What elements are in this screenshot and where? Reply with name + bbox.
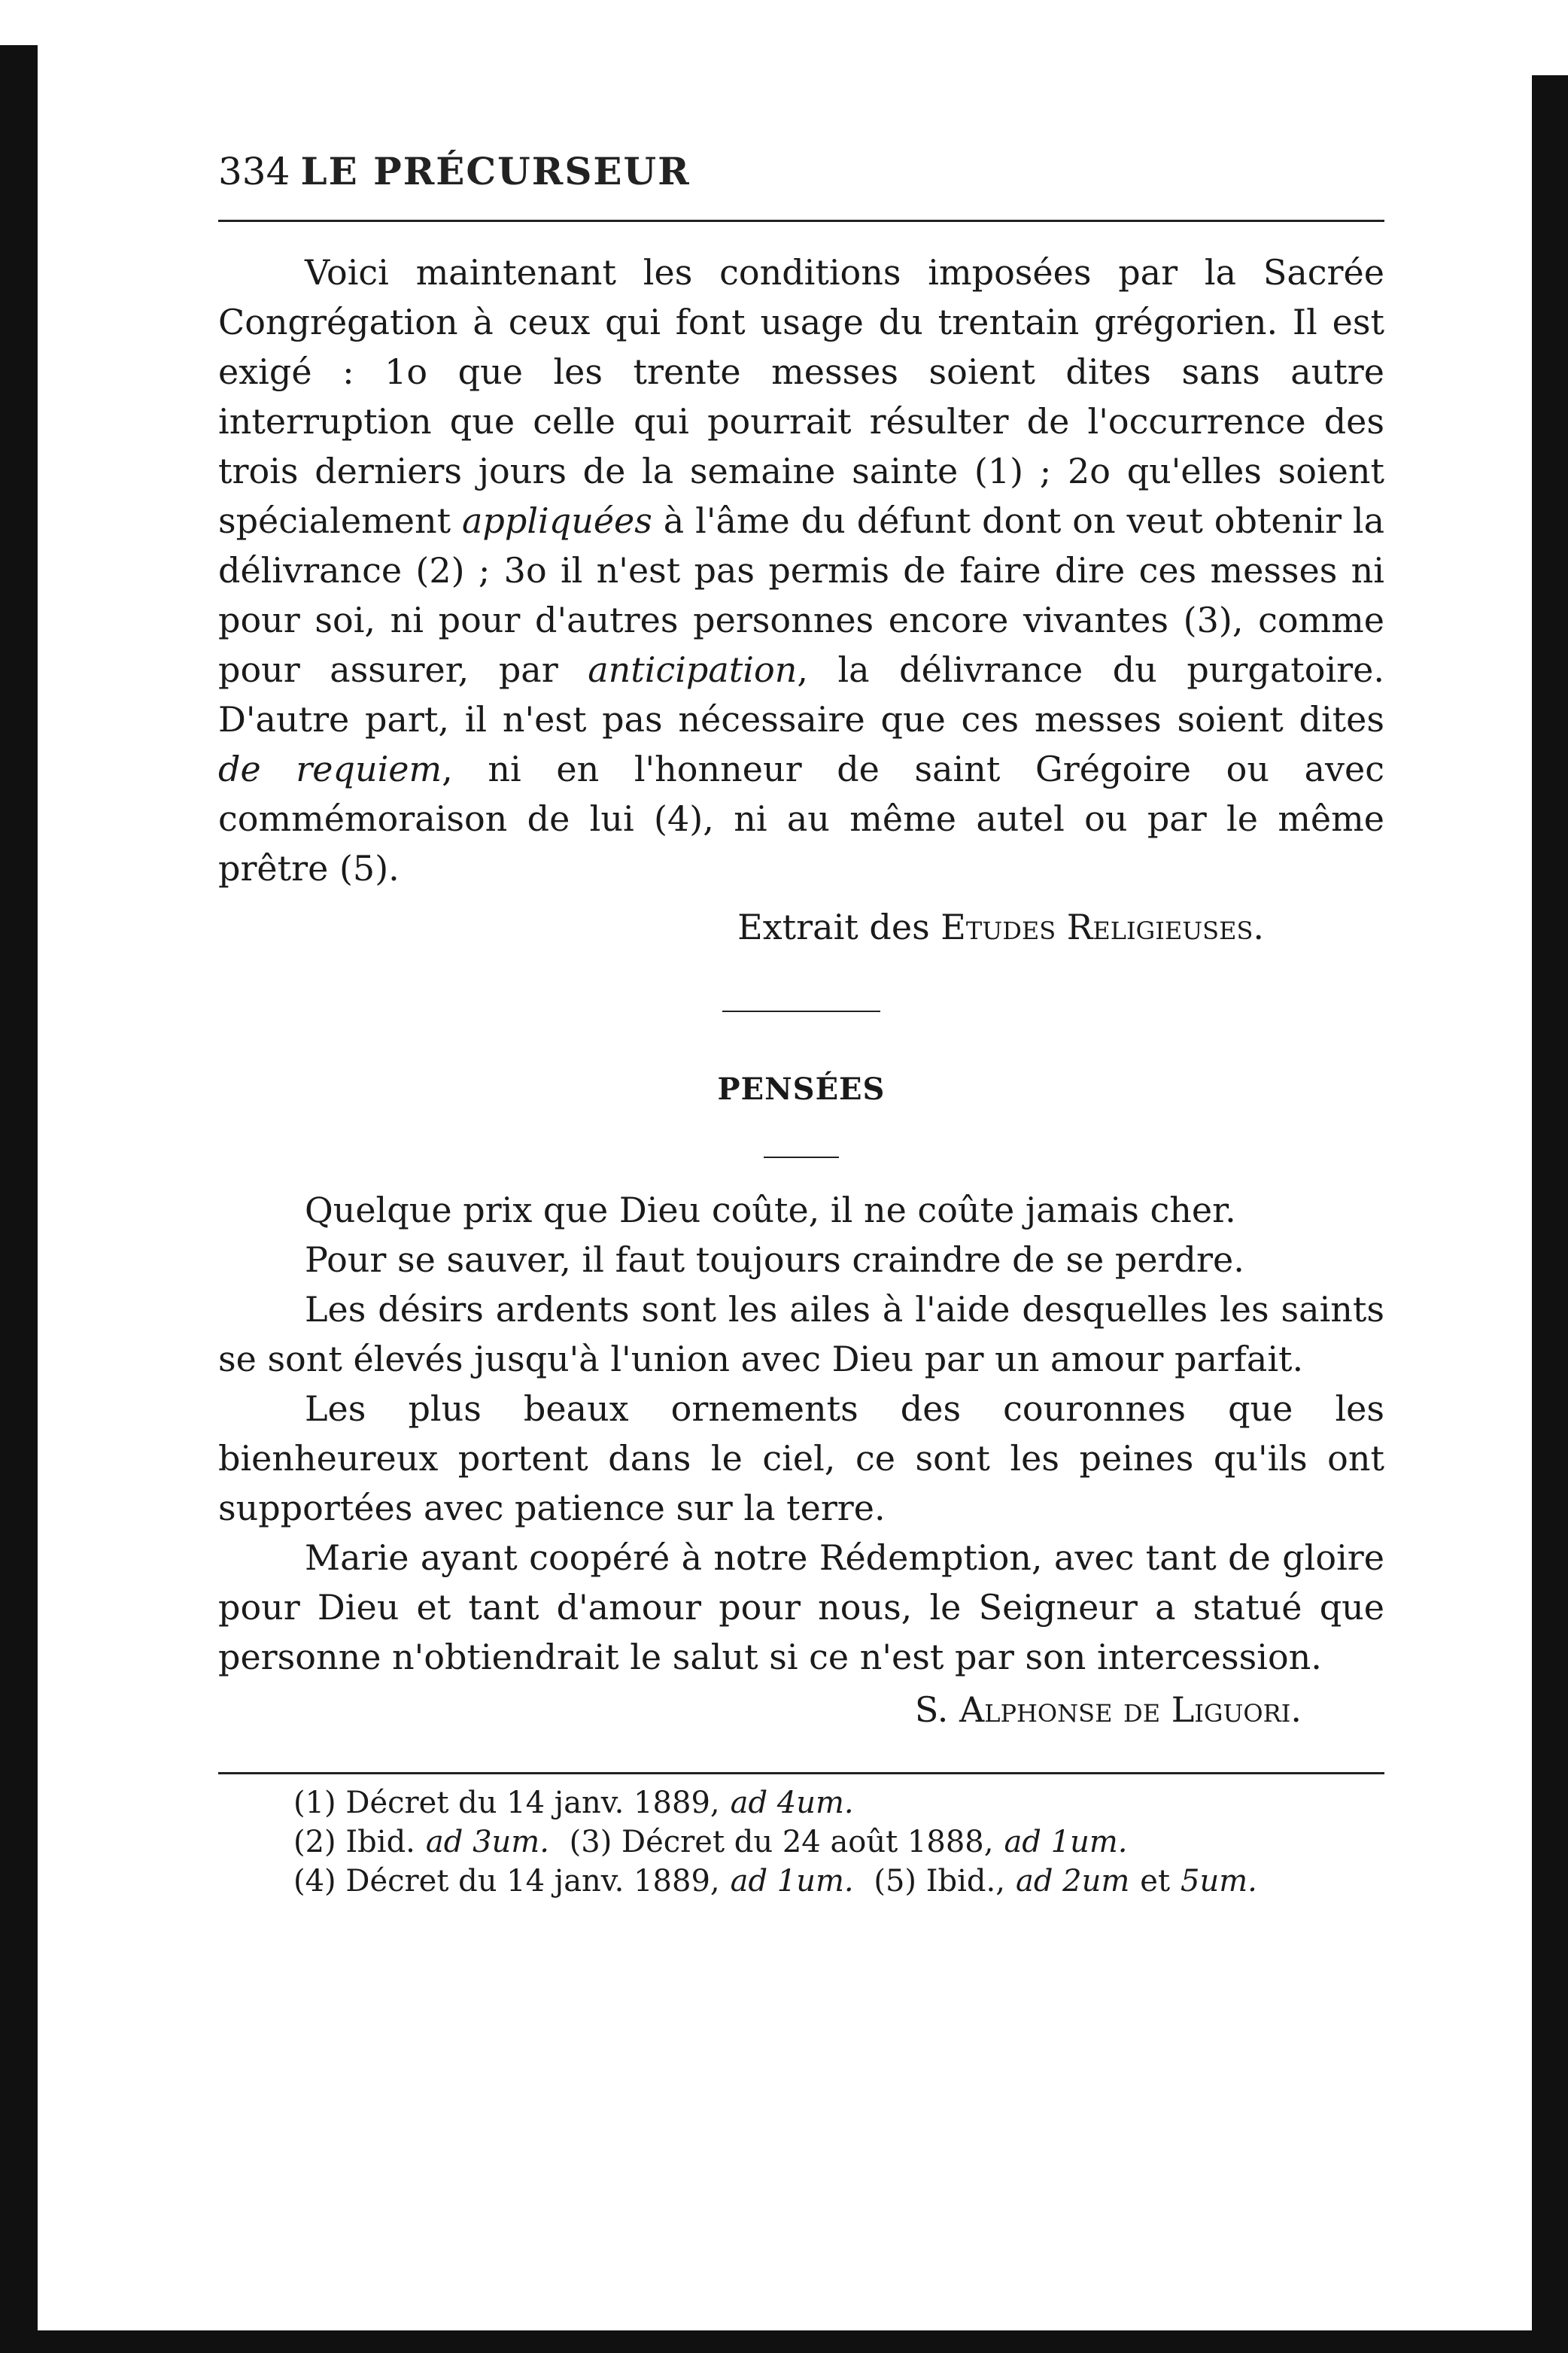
article-source: Extrait des Etudes Religieuses. bbox=[737, 907, 1264, 947]
page-header bbox=[218, 143, 1384, 200]
pensee-item: Les désirs ardents sont les ailes à l'aide desquelles les saints se sont élevés jusqu'à l'union avec Dieu par un amour parfait. bbox=[218, 1289, 1384, 1379]
section-divider bbox=[722, 1011, 880, 1012]
footnote-line: (2) Ibid. ad 3um. (3) Décret du 24 août 1888, ad 1um. bbox=[293, 1825, 1128, 1859]
title-rule bbox=[764, 1157, 839, 1158]
pensee-item: Quelque prix que Dieu coûte, il ne coûte jamais cher. bbox=[305, 1190, 1236, 1230]
author-signature: S. Alphonse de Liguori. bbox=[914, 1689, 1302, 1730]
footnotes bbox=[218, 1783, 1384, 1901]
footnote-line: (4) Décret du 14 janv. 1889, ad 1um. (5) Ibid., ad 2um et 5um. bbox=[293, 1864, 1257, 1899]
article-paragraph: Voici maintenant les conditions imposées par la Sacrée Congrégation à ceux qui font usage du trentain grégorien. Il est exigé : 1o que les trente messes soient dites sans autre interruption que celle qui pourrait résulter de l'occurrence des trois derniers jours de la semaine sainte (1) ; 2o qu'elles soient spécialement appliquées à l'âme du défunt dont on veut obtenir la délivrance (2) ; 3o il n'est pas permis de faire dire ces messes ni pour soi, ni pour d'autres personnes encore vivantes (3), comme pour assurer, par anticipation, la délivrance du purgatoire. D'autre part, il n'est pas nécessaire que ces messes soient dites de requiem, ni en l'honneur de saint Grégoire ou avec commémoraison de lui (4), ni au même autel ou par le même prêtre (5). bbox=[218, 252, 1385, 889]
scan-edge-left bbox=[0, 45, 38, 2353]
running-head: LE PRÉCURSEUR bbox=[300, 149, 691, 193]
pensee-item: Pour se sauver, il faut toujours craindre de se perdre. bbox=[305, 1239, 1244, 1280]
scan-edge-bottom bbox=[30, 2330, 1568, 2353]
footnote-line: (1) Décret du 14 janv. 1889, ad 4um. bbox=[293, 1786, 854, 1820]
page-number: 334 bbox=[218, 150, 290, 193]
header-rule bbox=[218, 220, 1384, 222]
section-title: PENSÉES bbox=[717, 1072, 886, 1107]
pensee-item: Marie ayant coopéré à notre Rédemption, avec tant de gloire pour Dieu et tant d'amour pour nous, le Seigneur a statué que personne n'obtiendrait le salut si ce n'est par son intercession. bbox=[218, 1537, 1384, 1677]
book-page bbox=[218, 143, 1384, 1901]
scan-edge-right bbox=[1532, 75, 1568, 2353]
footnote-rule bbox=[218, 1772, 1384, 1774]
pensee-item: Les plus beaux ornements des couronnes que les bienheureux portent dans le ciel, ce sont les peines qu'ils ont supportées avec patience sur la terre. bbox=[218, 1388, 1384, 1528]
